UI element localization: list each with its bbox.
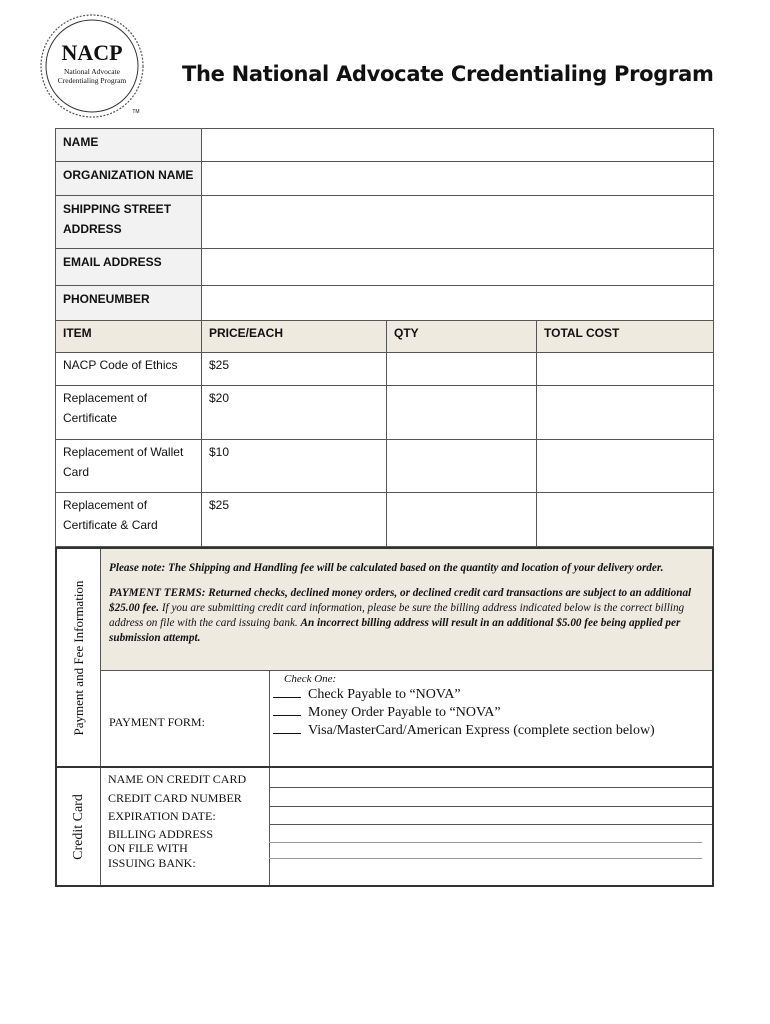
organization-name-field[interactable] [202, 162, 714, 196]
checkbox-blank[interactable] [273, 697, 301, 698]
payment-terms-text: If you are submitting credit card information, please be sure the billing address indicated below is the correct billing address on file with the card issuing bank. [109, 602, 685, 629]
expiration-date-field[interactable] [269, 824, 712, 825]
phone-number-field[interactable] [202, 286, 714, 321]
order-form [55, 128, 714, 547]
page-title: The National Advocate Credentialing Program [182, 62, 714, 86]
credit-card-side-label-box [57, 768, 101, 885]
payment-notes [101, 549, 712, 671]
payment-side-label-box [57, 549, 101, 766]
payment-options [269, 671, 712, 766]
total-field[interactable] [537, 440, 714, 493]
shipping-address-field[interactable] [202, 196, 714, 249]
credit-card-labels [101, 768, 270, 885]
table-row [56, 353, 714, 386]
qty-field[interactable] [387, 493, 537, 547]
item-price: $25 [202, 353, 387, 386]
credit-card-side-label: Credit Card [70, 793, 86, 860]
qty-field[interactable] [387, 386, 537, 440]
checkbox-blank[interactable] [273, 733, 301, 734]
card-number-label: CREDIT CARD NUMBER [108, 791, 242, 805]
check-one-label: Check One: [284, 673, 337, 685]
nacp-logo [38, 12, 146, 120]
col-header-item: ITEM [56, 321, 202, 353]
checkbox-blank[interactable] [273, 715, 301, 716]
contact-table [55, 128, 714, 321]
payment-section [55, 547, 714, 768]
total-field[interactable] [537, 493, 714, 547]
item-price: $25 [202, 493, 387, 547]
option-credit-card[interactable] [273, 723, 655, 739]
name-label: NAME [56, 129, 202, 162]
payment-terms-bold-2: An incorrect billing address will result in an additional $5.00 fee being applied per submission attempt. [109, 617, 681, 644]
item-name: Replacement of Certificate [56, 386, 202, 440]
phone-number-label: PHONEUMBER [56, 286, 202, 321]
col-header-price: PRICE/EACH [202, 321, 387, 353]
table-row [56, 386, 714, 440]
payment-side-label: Payment and Fee Information [70, 580, 86, 735]
option-money-order[interactable] [273, 705, 501, 721]
table-row [56, 493, 714, 547]
item-name: Replacement of Certificate & Card [56, 493, 202, 547]
col-header-total: TOTAL COST [537, 321, 714, 353]
expiration-date-label: EXPIRATION DATE: [108, 809, 216, 823]
billing-address-line-1[interactable] [269, 842, 702, 843]
option-label: Money Order Payable to “NOVA” [308, 705, 501, 720]
name-field[interactable] [202, 129, 714, 162]
svg-text:TM: TM [132, 109, 140, 115]
item-price: $20 [202, 386, 387, 440]
payment-form-cell [101, 671, 270, 766]
option-label: Visa/MasterCard/American Express (complete section below) [308, 723, 655, 738]
payment-terms [109, 586, 704, 646]
name-on-card-label: NAME ON CREDIT CARD [108, 772, 247, 786]
svg-text:National Advocate: National Advocate [63, 67, 121, 76]
option-check[interactable] [273, 687, 461, 703]
email-address-field[interactable] [202, 249, 714, 286]
email-address-label: EMAIL ADDRESS [56, 249, 202, 286]
card-number-field[interactable] [269, 806, 712, 807]
option-label: Check Payable to “NOVA” [308, 687, 461, 702]
svg-text:NACP: NACP [61, 40, 123, 65]
credit-card-section [55, 768, 714, 887]
item-name: NACP Code of Ethics [56, 353, 202, 386]
billing-address-label-3: ISSUING BANK: [108, 856, 196, 870]
item-name: Replacement of Wallet Card [56, 440, 202, 493]
svg-text:Credentialing Program: Credentialing Program [57, 76, 127, 85]
qty-field[interactable] [387, 440, 537, 493]
name-on-card-field[interactable] [269, 787, 712, 788]
shipping-address-label: SHIPPING STREET ADDRESS [56, 196, 202, 249]
shipping-note: Please note: The Shipping and Handling fee will be calculated based on the quantity and location of your delivery order. [109, 562, 664, 574]
payment-form-label: PAYMENT FORM: [109, 715, 205, 729]
billing-address-label-2: ON FILE WITH [108, 841, 188, 855]
organization-name-label: ORGANIZATION NAME [56, 162, 202, 196]
table-row [56, 440, 714, 493]
col-header-qty: QTY [387, 321, 537, 353]
item-price: $10 [202, 440, 387, 493]
billing-address-label-1: BILLING ADDRESS [108, 827, 214, 841]
total-field[interactable] [537, 353, 714, 386]
billing-address-line-2[interactable] [269, 858, 702, 859]
items-table [55, 320, 714, 547]
payment-terms-bold: PAYMENT TERMS: Returned checks, declined money orders, or declined credit card transactions are subject to an additional $25.00 fee. [109, 587, 692, 614]
qty-field[interactable] [387, 353, 537, 386]
total-field[interactable] [537, 386, 714, 440]
